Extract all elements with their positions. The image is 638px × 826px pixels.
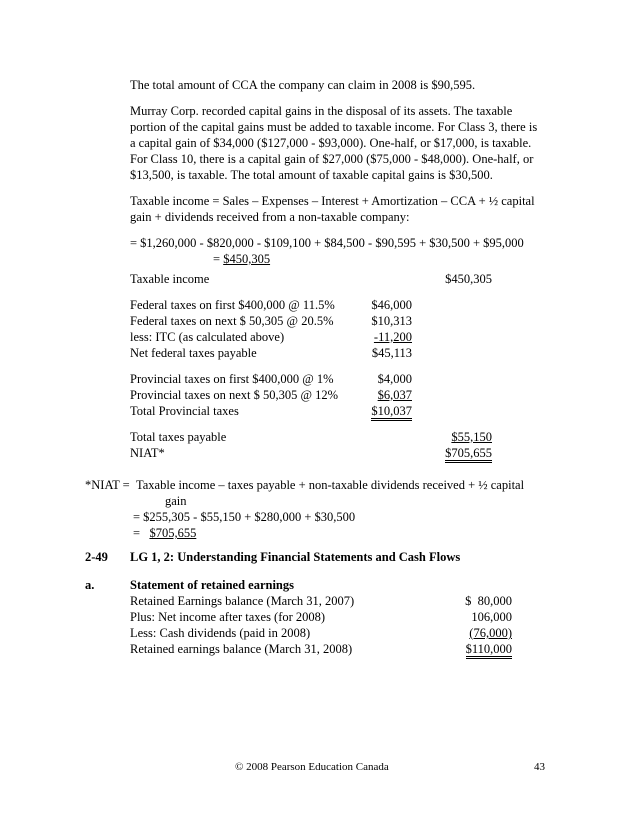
niat-value: $705,655 bbox=[392, 446, 492, 463]
paragraph-line: portion of the capital gains must be added to taxable income. For Class 3, there is bbox=[130, 120, 538, 134]
retained-earnings-row-value: 106,000 bbox=[471, 610, 512, 624]
part-letter: a. bbox=[85, 578, 95, 592]
provincial-row-value: $4,000 bbox=[377, 372, 412, 386]
total-taxes-label: Total taxes payable bbox=[130, 430, 227, 444]
taxable-income-result-value: $450,305 bbox=[223, 252, 271, 266]
retained-earnings-row-label: Retained Earnings balance (March 31, 2007) bbox=[130, 594, 355, 608]
footer-page-number: 43 bbox=[534, 761, 545, 773]
federal-row-value: $46,000 bbox=[371, 298, 412, 312]
niat-note-head: *NIAT = bbox=[85, 478, 130, 492]
paragraph-line: For Class 10, there is a capital gain of $27,000 ($75,000 - $48,000). One-half, or bbox=[130, 152, 534, 166]
paragraph-line: a capital gain of $34,000 ($127,000 - $93,000). One-half, or $17,000, is taxable. bbox=[130, 136, 532, 150]
retained-earnings-row-label: Less: Cash dividends (paid in 2008) bbox=[130, 626, 311, 640]
federal-row-value: -11,200 bbox=[373, 330, 412, 344]
retained-earnings-row-value: $ 80,000 bbox=[465, 594, 512, 608]
provincial-row-value: $6,037 bbox=[377, 388, 412, 402]
taxable-income-value: $450,305 bbox=[445, 272, 492, 286]
definition-line: gain + dividends received from a non-taxable company: bbox=[130, 210, 410, 224]
niat-note-calculation: = $255,305 - $55,150 + $280,000 + $30,500 bbox=[133, 510, 356, 524]
retained-earnings-row-value: (76,000) bbox=[469, 626, 512, 640]
footer-copyright: © 2008 Pearson Education Canada bbox=[235, 761, 389, 773]
paragraph-line: $13,500, is taxable. The total amount of taxable capital gains is $30,500. bbox=[130, 168, 493, 182]
provincial-row-label: Provincial taxes on first $400,000 @ 1% bbox=[130, 372, 334, 386]
federal-row-label: Federal taxes on first $400,000 @ 11.5% bbox=[130, 298, 335, 312]
niat-note-result: = $705,655 bbox=[133, 526, 197, 540]
provincial-row-label: Total Provincial taxes bbox=[130, 404, 239, 418]
niat-note-formula-cont: gain bbox=[165, 494, 187, 508]
federal-row-label: Federal taxes on next $ 50,305 @ 20.5% bbox=[130, 314, 334, 328]
federal-row-value: $10,313 bbox=[371, 314, 412, 328]
federal-row-label: less: ITC (as calculated above) bbox=[130, 330, 285, 344]
federal-row-value: $45,113 bbox=[371, 346, 412, 360]
taxable-income-calculation: = $1,260,000 - $820,000 - $109,100 + $84,500 - $90,595 + $30,500 + $95,000 bbox=[130, 236, 524, 250]
provincial-row-label: Provincial taxes on next $ 50,305 @ 12% bbox=[130, 388, 339, 402]
retained-earnings-row-label: Retained earnings balance (March 31, 2008) bbox=[130, 642, 353, 656]
paragraph-line: Murray Corp. recorded capital gains in the disposal of its assets. The taxable bbox=[130, 104, 513, 118]
part-title: Statement of retained earnings bbox=[130, 578, 294, 592]
total-taxes-value: $55,150 bbox=[451, 430, 492, 444]
federal-row-label: Net federal taxes payable bbox=[130, 346, 257, 360]
definition-line: Taxable income = Sales – Expenses – Interest + Amortization – CCA + ½ capital bbox=[130, 194, 535, 208]
retained-earnings-row-label: Plus: Net income after taxes (for 2008) bbox=[130, 610, 326, 624]
niat-note-formula: Taxable income – taxes payable + non-taxable dividends received + ½ capital bbox=[136, 478, 525, 492]
niat-label: NIAT* bbox=[130, 446, 165, 460]
taxable-income-result: = $450,305 bbox=[213, 252, 271, 266]
cca-paragraph: The total amount of CCA the company can claim in 2008 is $90,595. bbox=[130, 78, 476, 92]
taxable-income-label: Taxable income bbox=[130, 272, 210, 286]
problem-title: LG 1, 2: Understanding Financial Statements and Cash Flows bbox=[130, 550, 461, 564]
problem-number: 2-49 bbox=[85, 550, 108, 564]
retained-earnings-row-value: $110,000 bbox=[430, 642, 512, 659]
provincial-row-value: $10,037 bbox=[330, 404, 412, 421]
